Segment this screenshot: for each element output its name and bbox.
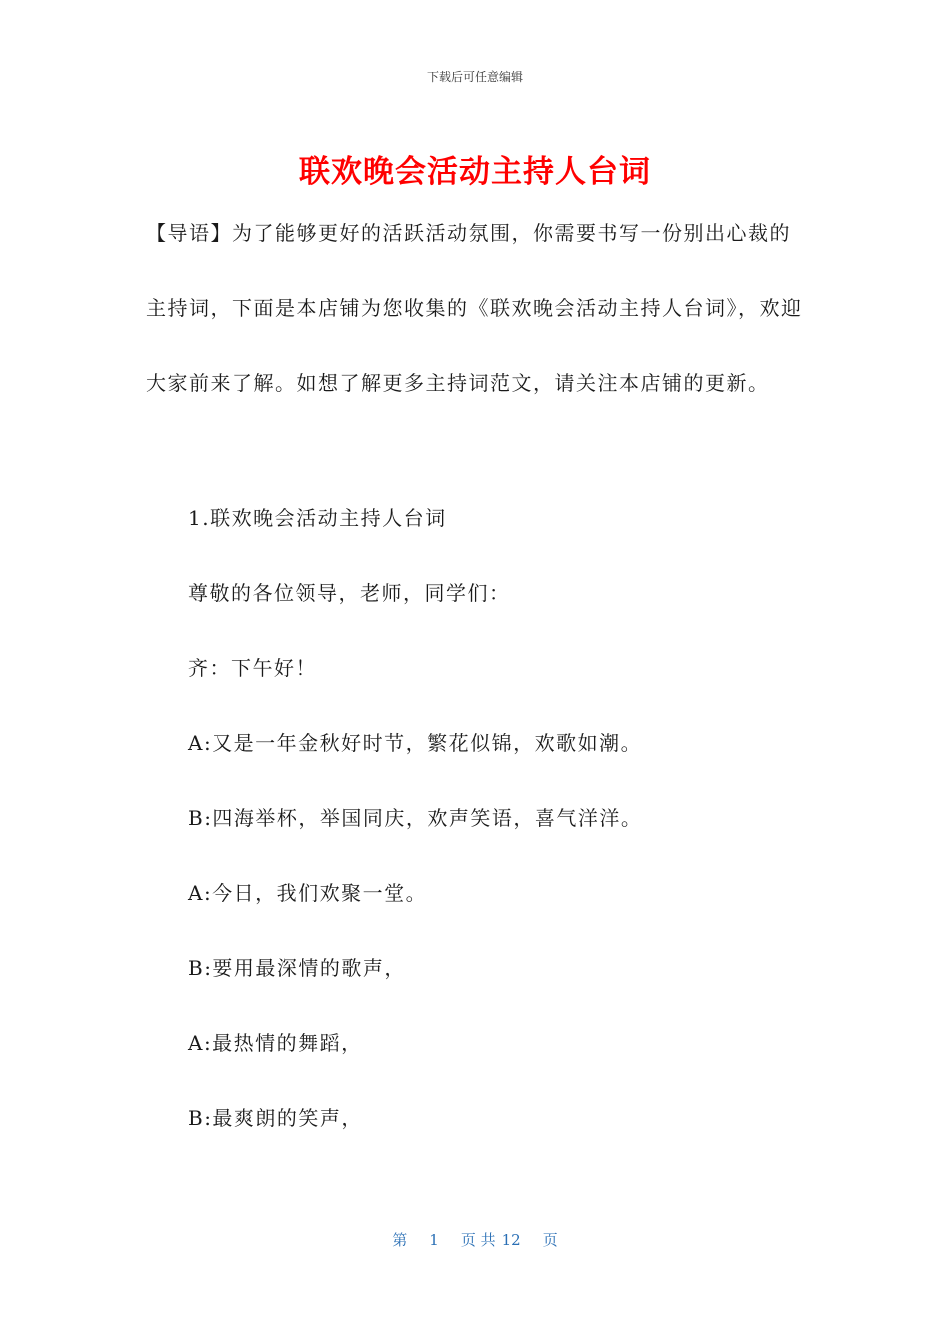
footer-middle: 页 共: [460, 1231, 496, 1249]
footer-prefix: 第: [392, 1231, 408, 1249]
paragraph: B:最爽朗的笑声，: [188, 1106, 363, 1130]
page-footer: [0, 1229, 950, 1250]
paragraph: A:今日，我们欢聚一堂。: [188, 881, 428, 905]
footer-current-page: 1: [429, 1231, 439, 1249]
footer-suffix: 页: [542, 1231, 558, 1249]
paragraph: B:要用最深情的歌声，: [188, 956, 406, 980]
paragraph: A:又是一年金秋好时节，繁花似锦，欢歌如潮。: [188, 731, 643, 755]
document-title: 联欢晚会活动主持人台词: [299, 154, 651, 190]
paragraph: 尊敬的各位领导，老师，同学们：: [188, 581, 511, 605]
body-paragraphs: [188, 496, 808, 1171]
header-note: 下载后可任意编辑: [426, 70, 523, 84]
intro-paragraph: 【导语】为了能够更好的活跃活动氛围，你需要书写一份别出心裁的主持词，下面是本店铺为您收集的《联欢晚会活动主持人台词》，欢迎大家前来了解。如想了解更多主持词范文，请关注本店铺的更新。: [146, 221, 803, 395]
footer-total-pages: 12: [501, 1231, 521, 1249]
paragraph: 齐：下午好！: [188, 656, 317, 680]
paragraph: 1.联欢晚会活动主持人台词: [188, 506, 447, 530]
paragraph: A:最热情的舞蹈，: [188, 1031, 363, 1055]
paragraph: B:四海举杯，举国同庆，欢声笑语，喜气洋洋。: [188, 806, 643, 830]
